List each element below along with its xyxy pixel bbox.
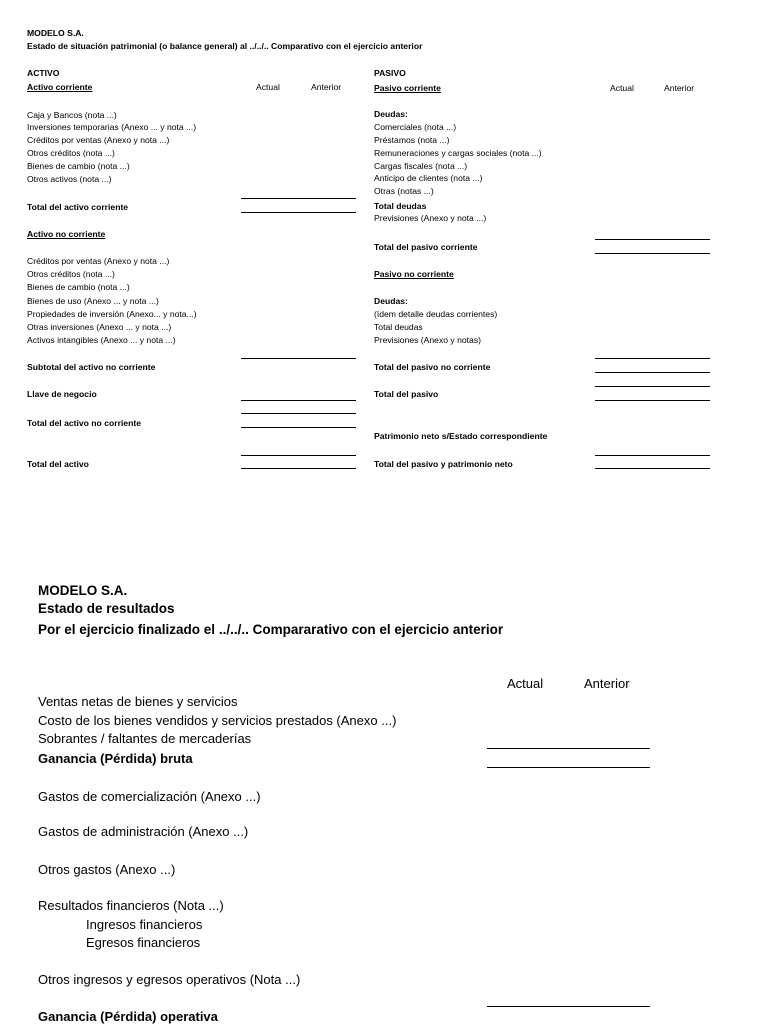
rule bbox=[595, 468, 710, 469]
activo-corriente-item: Inversiones temporarias (Anexo ... y nota ...) bbox=[27, 122, 197, 132]
activo-col-actual: Actual bbox=[256, 82, 280, 92]
total-pasivo-corriente: Total del pasivo corriente bbox=[374, 242, 478, 252]
rule bbox=[595, 400, 710, 401]
sobrantes-faltantes: Sobrantes / faltantes de mercaderías bbox=[38, 731, 252, 746]
pasivo-col-anterior: Anterior bbox=[664, 83, 695, 93]
gastos-administracion: Gastos de administración (Anexo ...) bbox=[38, 824, 249, 839]
rule bbox=[241, 358, 356, 359]
ganancia-bruta: Ganancia (Pérdida) bruta bbox=[38, 751, 193, 766]
activo-corriente-item: Créditos por ventas (Anexo y nota ...) bbox=[27, 135, 170, 145]
pasivo-deudas-item: Remuneraciones y cargas sociales (nota ...) bbox=[374, 148, 542, 158]
resultados-subtitle: Por el ejercicio finalizado el ../../.. Compararativo con el ejercicio anterior bbox=[38, 622, 504, 637]
pasivo-deudas-item: Préstamos (nota ...) bbox=[374, 135, 450, 145]
ganancia-operativa: Ganancia (Pérdida) operativa bbox=[38, 1009, 218, 1024]
resultados-col-actual: Actual bbox=[507, 676, 544, 691]
pasivo-total-deudas: Total deudas bbox=[374, 201, 427, 211]
resultados-col-anterior: Anterior bbox=[584, 676, 630, 691]
total-activo-corriente: Total del activo corriente bbox=[27, 202, 129, 212]
rule bbox=[487, 1006, 650, 1007]
pasivo-col-actual: Actual bbox=[610, 83, 634, 93]
pasivo-deudas-item: Cargas fiscales (nota ...) bbox=[374, 161, 468, 171]
activo-no-corriente-item: Activos intangibles (Anexo ... y nota ...) bbox=[27, 335, 176, 345]
rule bbox=[241, 468, 356, 469]
pasivo-deudas-heading: Deudas: bbox=[374, 109, 408, 119]
resultados-title: Estado de resultados bbox=[38, 601, 175, 616]
ventas-netas: Ventas netas de bienes y servicios bbox=[38, 694, 238, 709]
total-pasivo-patrimonio: Total del pasivo y patrimonio neto bbox=[374, 459, 513, 469]
rule bbox=[595, 372, 710, 373]
rule bbox=[487, 767, 650, 768]
ingresos-financieros: Ingresos financieros bbox=[86, 917, 203, 932]
balance-title: Estado de situación patrimonial (o balance general) al ../../.. Comparativo con el ejercicio anterior bbox=[27, 41, 423, 51]
activo-no-corriente-item: Créditos por ventas (Anexo y nota ...) bbox=[27, 256, 170, 266]
activo-no-corriente-item: Otras inversiones (Anexo ... y nota ...) bbox=[27, 322, 172, 332]
pasivo-previsiones: Previsiones (Anexo y nota ...) bbox=[374, 213, 487, 223]
activo-no-corriente-item: Propiedades de inversión (Anexo... y nota...) bbox=[27, 309, 197, 319]
rule bbox=[241, 198, 356, 199]
rule bbox=[241, 400, 356, 401]
pasivo-deudas-item: Comerciales (nota ...) bbox=[374, 122, 457, 132]
gastos-comercializacion: Gastos de comercialización (Anexo ...) bbox=[38, 789, 261, 804]
costo-bienes: Costo de los bienes vendidos y servicios prestados (Anexo ...) bbox=[38, 713, 397, 728]
rule bbox=[595, 358, 710, 359]
total-pasivo: Total del pasivo bbox=[374, 389, 439, 399]
patrimonio-neto: Patrimonio neto s/Estado correspondiente bbox=[374, 431, 548, 441]
pasivo-heading: PASIVO bbox=[374, 68, 406, 78]
balance-company: MODELO S.A. bbox=[27, 28, 84, 38]
egresos-financieros: Egresos financieros bbox=[86, 935, 201, 950]
llave-negocio: Llave de negocio bbox=[27, 389, 97, 399]
activo-heading: ACTIVO bbox=[27, 68, 60, 78]
pasivo-deudas-item: Anticipo de clientes (nota ...) bbox=[374, 173, 483, 183]
activo-corriente-item: Otros créditos (nota ...) bbox=[27, 148, 115, 158]
rule bbox=[241, 413, 356, 414]
pasivo-deudas-item: Otras (notas ...) bbox=[374, 186, 434, 196]
pasivo-no-corriente-heading: Pasivo no corriente bbox=[374, 269, 454, 279]
rule bbox=[241, 455, 356, 456]
activo-corriente-item: Otros activos (nota ...) bbox=[27, 174, 112, 184]
total-activo-no-corriente: Total del activo no corriente bbox=[27, 418, 141, 428]
total-activo: Total del activo bbox=[27, 459, 89, 469]
rule bbox=[595, 455, 710, 456]
rule bbox=[595, 239, 710, 240]
otros-gastos: Otros gastos (Anexo ...) bbox=[38, 862, 176, 877]
rule bbox=[595, 386, 710, 387]
activo-no-corriente-item: Bienes de cambio (nota ...) bbox=[27, 282, 130, 292]
pasivo-corriente-heading: Pasivo corriente bbox=[374, 83, 441, 93]
pasivo-nc-item: (ídem detalle deudas corrientes) bbox=[374, 309, 498, 319]
resultados-company: MODELO S.A. bbox=[38, 583, 128, 598]
total-pasivo-no-corriente: Total del pasivo no corriente bbox=[374, 362, 491, 372]
activo-no-corriente-item: Bienes de uso (Anexo ... y nota ...) bbox=[27, 296, 159, 306]
rule bbox=[241, 212, 356, 213]
activo-no-corriente-item: Otros créditos (nota ...) bbox=[27, 269, 115, 279]
activo-corriente-heading: Activo corriente bbox=[27, 82, 93, 92]
pasivo-nc-item: Total deudas bbox=[374, 322, 423, 332]
activo-no-corriente-heading: Activo no corriente bbox=[27, 229, 106, 239]
rule bbox=[241, 427, 356, 428]
pasivo-nc-item: Previsiones (Anexo y notas) bbox=[374, 335, 481, 345]
activo-col-anterior: Anterior bbox=[311, 82, 342, 92]
rule bbox=[487, 748, 650, 749]
activo-corriente-item: Bienes de cambio (nota ...) bbox=[27, 161, 130, 171]
rule bbox=[595, 253, 710, 254]
activo-corriente-item: Caja y Bancos (nota ...) bbox=[27, 110, 117, 120]
subtotal-activo-no-corriente: Subtotal del activo no corriente bbox=[27, 362, 156, 372]
otros-ingresos-egresos: Otros ingresos y egresos operativos (Nota ...) bbox=[38, 972, 301, 987]
pasivo-nc-deudas-heading: Deudas: bbox=[374, 296, 408, 306]
resultados-financieros: Resultados financieros (Nota ...) bbox=[38, 898, 224, 913]
